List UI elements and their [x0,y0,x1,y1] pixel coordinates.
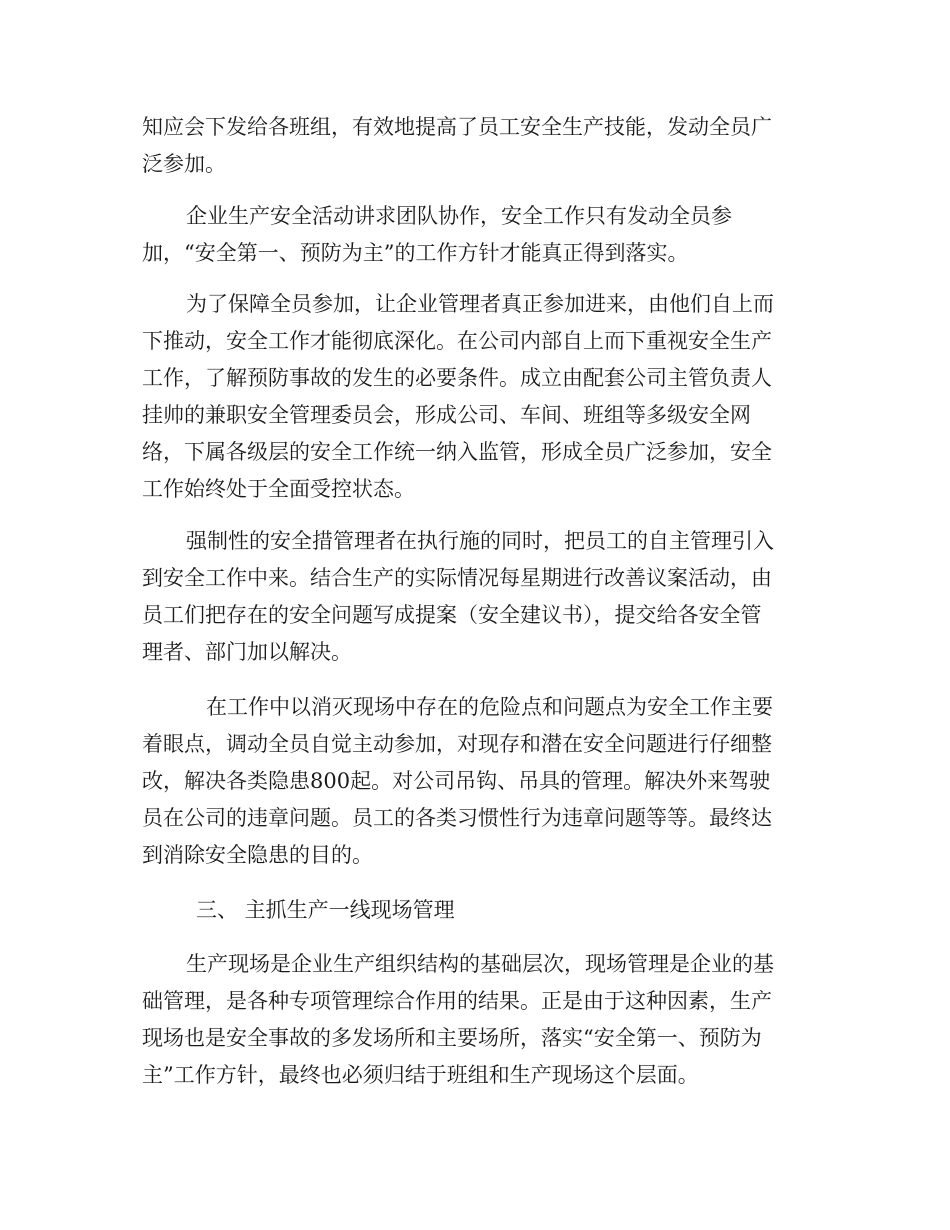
text-line: 工作始终处于全面受控状态。 [142,477,415,501]
text-line: 泛参加。 [142,152,226,176]
text-line: 到消除安全隐患的目的。 [142,843,373,867]
text-line: 加，“安全第一、预防为主”的工作方针才能真正得到落实。 [142,241,689,265]
text-line: 主”工作方针，最终也必须归结于班组和生产现场这个层面。 [142,1063,699,1087]
text-line: 下推动，安全工作才能彻底深化。在公司内部自上而下重视安全生产 [142,329,772,353]
text-line: 着眼点，调动全员自觉主动参加，对现存和潜在安全问题进行仔细整 [142,732,772,756]
text-line: 知应会下发给各班组，有效地提高了员工安全生产技能，发动全员广 [142,115,772,139]
text-line: 挂帅的兼职安全管理委员会，形成公司、车间、班组等多级安全网 [142,403,751,427]
text-line: 员工们把存在的安全问题写成提案（安全建议书），提交给各安全管 [142,603,762,627]
text-line: 础管理，是各种专项管理综合作用的结果。正是由于这种因素，生产 [142,989,772,1013]
text-line: 企业生产安全活动讲求团队协作，安全工作只有发动全员参 [186,204,732,228]
text-line: 现场也是安全事故的多发场所和主要场所，落实“安全第一、预防为 [142,1026,762,1050]
text-line: 工作，了解预防事故的发生的必要条件。成立由配套公司主管负责人 [142,366,772,390]
text-line: 员在公司的违章问题。员工的各类习惯性行为违章问题等等。最终达 [142,806,772,830]
text-line: 改，解决各类隐患800起。对公司吊钩、吊具的管理。解决外来驾驶 [142,769,771,793]
text-line: 生产现场是企业生产组织结构的基础层次，现场管理是企业的基 [186,952,774,976]
section-heading-text: 三、 主抓生产一线现场管理 [196,898,455,922]
text-line: 络，下属各级层的安全工作统一纳入监管，形成全员广泛参加，安全 [142,440,772,464]
text-line: 理者、部门加以解决。 [142,640,352,664]
text-line: 为了保障全员参加，让企业管理者真正参加进来，由他们自上而 [186,292,774,316]
text-line: 在工作中以消灭现场中存在的危险点和问题点为安全工作主要 [206,695,773,719]
text-line: 到安全工作中来。结合生产的实际情况每星期进行改善议案活动，由 [142,566,772,590]
text-line: 强制性的安全措管理者在执行施的同时，把员工的自主管理引入 [186,529,774,553]
